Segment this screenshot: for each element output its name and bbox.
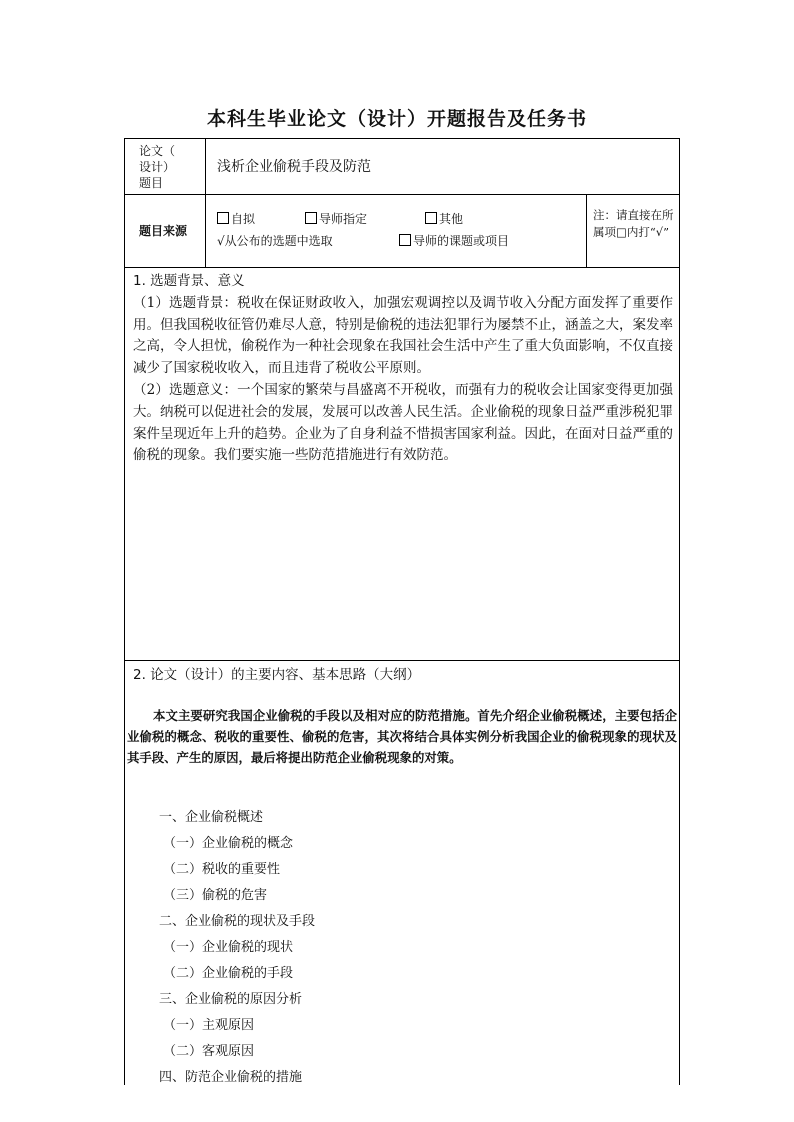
- outline-item: 一、企业偷税概述: [159, 810, 264, 825]
- significance-paragraph: （2）选题意义：一个国家的繁荣与昌盛离不开税收，而强有力的税收会让国家变得更加强大。纳税可以促进社会的发展，发展可以改善人民生活。企业偷税的现象日益严重涉税犯罪案件呈现近年上升的趋势。企业为了自身利益不惜损害国家利益。因此，在面对日益严重的偷税的现象。我们要实施一些防范措施进行有效防范。: [133, 381, 673, 464]
- checkbox-icon: [399, 234, 411, 246]
- outline-item: （一）主观原因: [163, 1018, 255, 1033]
- checkbox-note: 注：请直接在所属项□内打“√”: [593, 208, 674, 239]
- checkbox-icon: [305, 212, 317, 224]
- outline-item: 三、企业偷税的原因分析: [159, 992, 303, 1007]
- form-table: [124, 138, 680, 1085]
- page-title: 本科生毕业论文（设计）开题报告及任务书: [206, 108, 587, 130]
- thesis-title-value: 浅析企业偷税手段及防范: [217, 159, 371, 175]
- option-self-proposed[interactable]: 自拟: [217, 211, 255, 227]
- topic-source-label: 题目来源: [139, 224, 188, 238]
- outline-item: 二、企业偷税的现状及手段: [159, 914, 316, 929]
- outline-item: （一）企业偷税的现状: [163, 940, 294, 955]
- column-divider: [586, 194, 587, 267]
- option-published-list-selected[interactable]: √从公布的选题中选取: [217, 234, 333, 248]
- option-other[interactable]: 其他: [425, 211, 463, 227]
- row-divider: [125, 660, 679, 661]
- thesis-title-label: 论文（ 设计） 题目: [139, 144, 176, 190]
- outline-item: （三）偷税的危害: [163, 888, 268, 903]
- outline-item: 四、防范企业偷税的措施: [159, 1070, 303, 1085]
- checkbox-icon: [425, 212, 437, 224]
- thesis-outline: [125, 805, 665, 1091]
- column-divider: [205, 139, 206, 267]
- option-advisor-research[interactable]: 导师的课题或项目: [399, 233, 509, 249]
- outline-item: （二）客观原因: [163, 1044, 255, 1059]
- abstract-paragraph: 本文主要研究我国企业偷税的手段以及相对应的防范措施。首先介绍企业偷税概述，主要包括企业偷税的概念、税收的重要性、偷税的危害，其次将结合具体实例分析我国企业的偷税现象的现状及其手段、产生的原因，最后将提出防范企业偷税现象的对策。: [127, 708, 677, 765]
- background-paragraph: （1）选题背景：税收在保证财政收入，加强宏观调控以及调节收入分配方面发挥了重要作用。但我国税收征管仍难尽人意，特别是偷税的违法犯罪行为屡禁不止，涵盖之大，案发率之高，令人担忧，偷税作为一种社会现象在我国社会生活中产生了重大负面影响，不仅直接减少了国家税收收入，而且违背了税收公平原则。: [133, 294, 673, 377]
- outline-item: （一）企业偷税的概念: [163, 836, 294, 851]
- section-heading: 2. 论文（设计）的主要内容、基本思路（大纲）: [133, 667, 421, 683]
- outline-item: （二）企业偷税的手段: [163, 966, 294, 981]
- section-heading: 1. 选题背景、意义: [133, 273, 245, 289]
- row-divider: [125, 267, 679, 268]
- checkbox-icon: [217, 212, 229, 224]
- row-divider: [125, 194, 679, 195]
- outline-item: （二）税收的重要性: [163, 862, 281, 877]
- background-section: [133, 271, 673, 467]
- option-advisor-assigned[interactable]: 导师指定: [305, 211, 367, 227]
